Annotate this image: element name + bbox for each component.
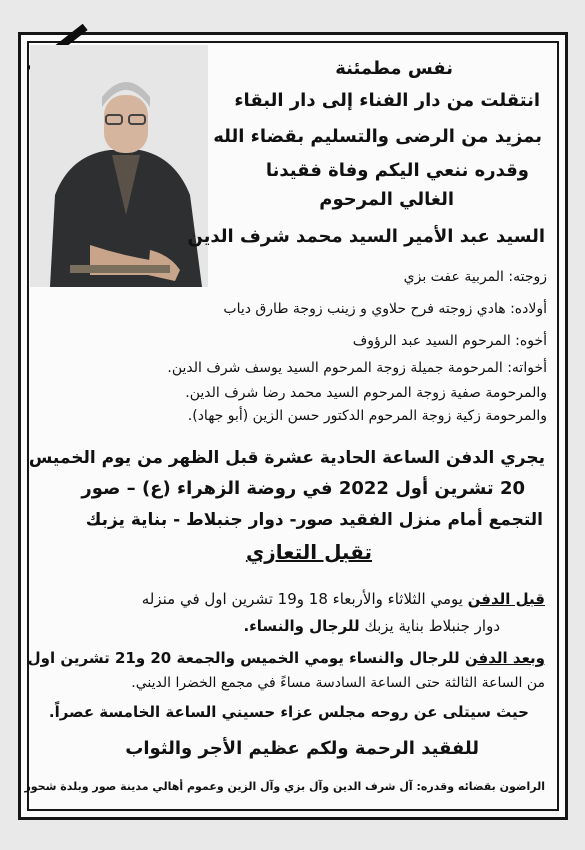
portrait-illustration: [30, 45, 208, 287]
condolences-title: تقبل التعازي: [245, 540, 372, 564]
before-burial-line: [142, 590, 545, 608]
sister-line-3: والمرحومة زكية زوجة المرحوم الدكتور حسن الزين (أبو جهاد).: [187, 408, 547, 424]
wife-line: زوجته: المربية عفت بزي: [403, 269, 547, 285]
recitation-line: حيث سيتلى عن روحه مجلس عزاء حسيني الساعة الخامسة عصراً.: [48, 703, 529, 721]
header-line-2: انتقلت من دار الفناء إلى دار البقاء: [234, 90, 540, 111]
after-burial-label: وبعد الدفن: [464, 649, 545, 667]
burial-line-3: التجمع أمام منزل الفقيد صور- دوار جنبلاط - بناية يزبك: [85, 510, 543, 530]
footer-line: الراضون بقضائه وقدره: آل شرف الدين وآل بزي وآل الزين وعموم أهالي مدينة صور وبلدة شحور: [24, 780, 545, 793]
header-line-4: وقدره ننعي اليكم وفاة فقيدنا: [265, 160, 529, 181]
burial-line-1: يجري الدفن الساعة الحادية عشرة قبل الظهر من يوم الخميس: [28, 448, 545, 468]
header-line-1: نفس مطمئنة: [335, 58, 453, 79]
closing-prayer: للفقيد الرحمة ولكم عظيم الأجر والثواب: [125, 738, 479, 759]
deceased-name: السيد عبد الأمير السيد محمد شرف الدين: [187, 226, 545, 247]
brother-line: أخوه: المرحوم السيد عبد الرؤوف: [352, 333, 547, 349]
before-burial-address: دوار جنبلاط بناية يزبك: [359, 617, 500, 635]
burial-line-2: 20 تشرين أول 2022 في روضة الزهراء (ع) – صور: [81, 478, 525, 499]
sister-line-2: والمرحومة صفية زوجة المرحوم السيد محمد رضا شرف الدين.: [185, 385, 547, 401]
children-line: أولاده: هادي زوجته فرح حلاوي و زينب زوجة طارق دياب: [223, 301, 547, 317]
before-burial-text: يومي الثلاثاء والأربعاء 18 و19 تشرين اول في منزله: [141, 590, 468, 608]
after-burial-line: [28, 649, 545, 667]
after-burial-text: للرجال والنساء يومي الخميس والجمعة 20 و21 تشرين اول: [27, 649, 465, 667]
before-burial-line-2: [243, 617, 500, 635]
header-line-3: بمزيد من الرضى والتسليم بقضاء الله: [213, 126, 542, 147]
header-line-5: الغالي المرحوم: [319, 189, 454, 210]
sister-line-1: أخواته: المرحومة جميلة زوجة المرحوم السيد يوسف شرف الدين.: [167, 360, 547, 376]
deceased-photo: [30, 45, 208, 287]
before-burial-audience: للرجال والنساء.: [243, 617, 360, 635]
before-burial-label: قبل الدفن: [467, 590, 545, 608]
after-burial-line-2: من الساعة الثالثة حتى الساعة السادسة مساءً في مجمع الخضرا الديني.: [131, 675, 545, 691]
